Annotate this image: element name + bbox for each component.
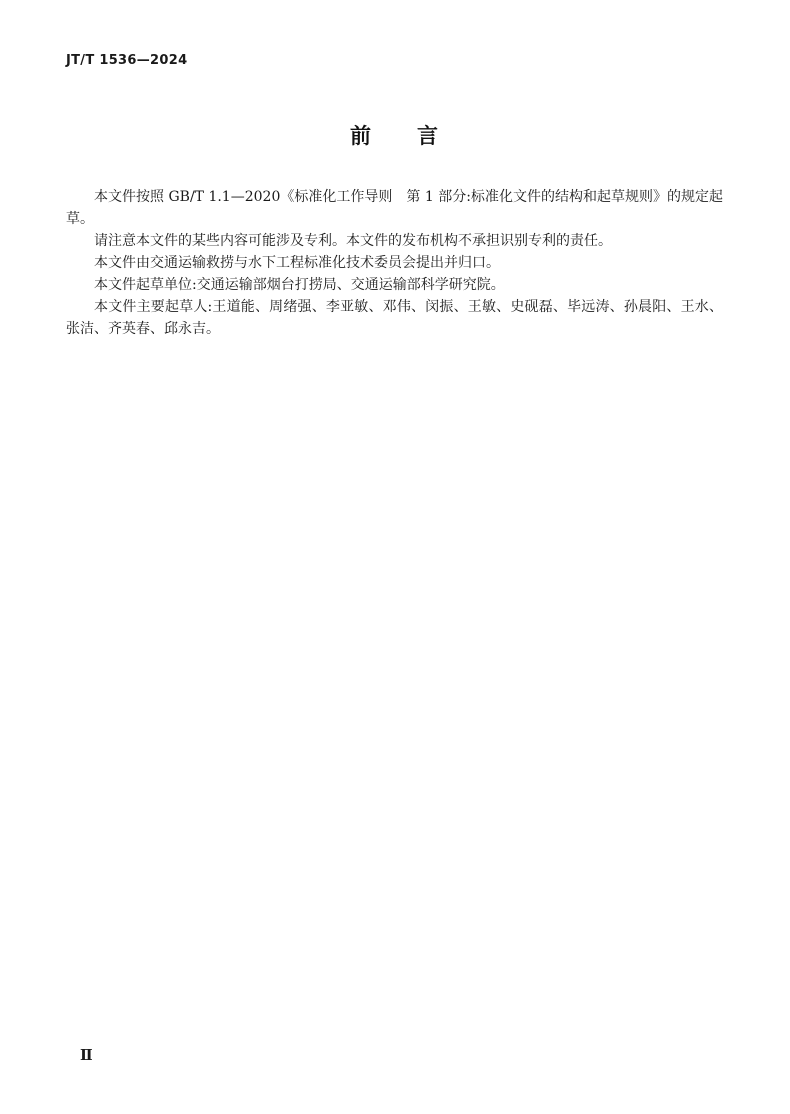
paragraph-drafting-rules: 本文件按照 GB/T 1.1—2020《标准化工作导则 第 1 部分:标准化文件的结构和起草规则》的规定起草。 xyxy=(66,189,723,227)
paragraph-drafters: 本文件主要起草人:王道能、周绪强、李亚敏、邓伟、闵振、王敏、史砚磊、毕远涛、孙晨阳、王水、张洁、齐英春、邱永吉。 xyxy=(66,299,723,337)
paragraph-patent-notice: 请注意本文件的某些内容可能涉及专利。本文件的发布机构不承担识别专利的责任。 xyxy=(94,233,612,249)
paragraph-drafting-units: 本文件起草单位:交通运输部烟台打捞局、交通运输部科学研究院。 xyxy=(94,277,505,293)
page-number: Ⅱ xyxy=(80,1046,93,1064)
page-title xyxy=(0,120,790,150)
paragraph-proposer: 本文件由交通运输救捞与水下工程标准化技术委员会提出并归口。 xyxy=(94,255,500,271)
title-char-2: 言 xyxy=(417,124,440,148)
standard-code-header: JT/T 1536—2024 xyxy=(66,53,188,68)
preface-body xyxy=(66,186,723,340)
title-char-1: 前 xyxy=(350,124,373,148)
